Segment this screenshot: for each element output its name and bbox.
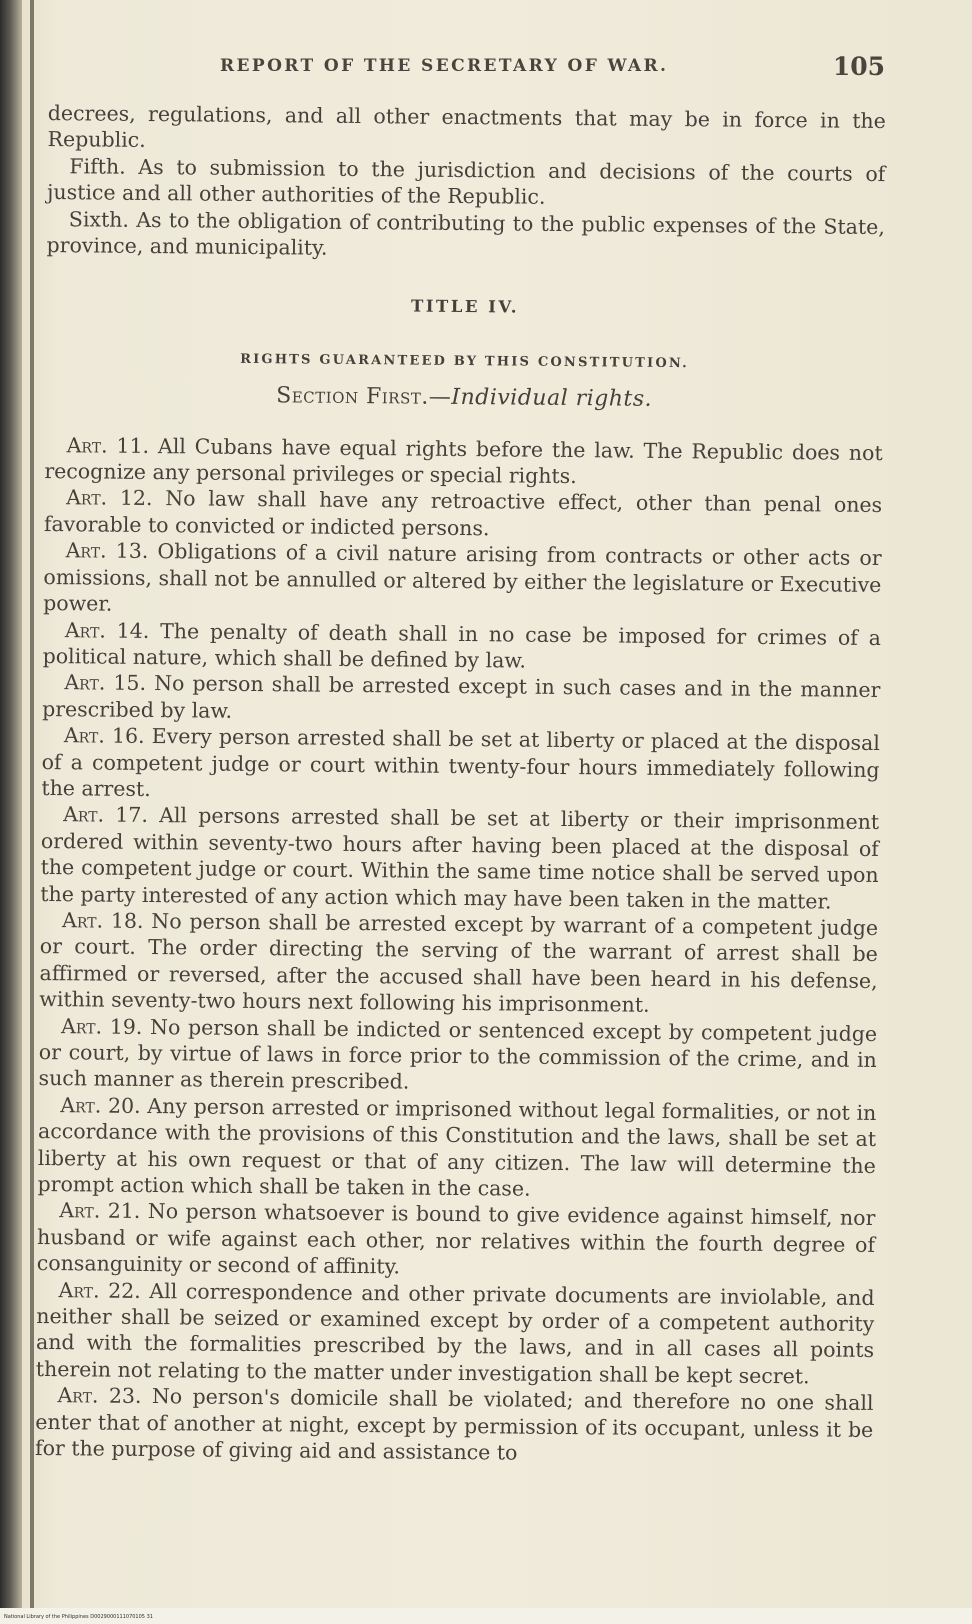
- article-text: No person whatsoever is bound to give evidence against himself, nor husband or wife against each other, nor relatives within the fourth degree of consanguinity or second of affinity.: [36, 1199, 876, 1279]
- article-text: Every person arrested shall be set at liberty or placed at the disposal of a competent judge or court within twenty-four hours immediately following the arrest.: [41, 724, 880, 801]
- article-label: Art. 12.: [66, 485, 153, 511]
- paragraph-sixth: Sixth. As to the obligation of contributing to the public expenses of the State, province, and municipality.: [46, 206, 885, 260]
- article-label: Art. 18.: [62, 908, 144, 933]
- article-21: [37, 1197, 876, 1284]
- body-text: [35, 100, 886, 1469]
- article-19: [38, 1013, 877, 1100]
- article-label: Art. 13.: [65, 538, 149, 564]
- article-23: [35, 1382, 874, 1469]
- article-text: All persons arrested shall be set at liberty or their imprisonment ordered within seventy-two hours after having been placed at the disposal of the competent judge or court. Within the same time notice shall be served upon the party interested of any action which may have been taken in the matter.: [40, 803, 880, 914]
- title-heading: TITLE IV.: [410, 296, 520, 317]
- article-text: No law shall have any retroactive effect, other than penal ones favorable to convicted or indicted persons.: [43, 486, 883, 541]
- article-text: All Cubans have equal rights before the law. The Republic does not recognize any personal privileges or special rights.: [44, 433, 883, 489]
- section-label: Section First.—: [276, 383, 452, 411]
- running-head: REPORT OF THE SECRETARY OF WAR.: [220, 56, 669, 76]
- article-11: [44, 432, 882, 493]
- article-17: [40, 801, 879, 915]
- article-text: Any person arrested or imprisoned without legal formalities, or not in accordance with the provisions of this Constitution and the laws, shall be set at liberty at his own request or that of any citizen. The law will determine the prompt action which shall be taken in the case.: [37, 1093, 877, 1201]
- page-header: [220, 52, 885, 82]
- article-label: Art. 19.: [60, 1013, 143, 1039]
- article-13: [43, 537, 882, 624]
- article-label: Art. 23.: [57, 1383, 142, 1409]
- article-label: Art. 15.: [64, 670, 147, 696]
- article-18: [39, 907, 878, 1021]
- section-subtitle: Individual rights.: [451, 385, 653, 413]
- article-20: [37, 1092, 876, 1206]
- rights-heading: RIGHTS GUARANTEED BY THIS CONSTITUTION.: [240, 351, 689, 372]
- article-label: Art. 16.: [63, 723, 145, 749]
- article-label: Art. 11.: [66, 432, 150, 458]
- article-12: [44, 484, 882, 545]
- article-text: No person shall be indicted or sentenced except by competent judge or court, by virtue of laws in force prior to the commission of the crime, and in such manner as therein prescribed.: [38, 1014, 878, 1094]
- archive-footer-note: National Library of the Philippines D0029000111070105 31: [4, 1614, 153, 1620]
- book-binding-edge: [0, 0, 22, 1624]
- article-text: All correspondence and other private documents are inviolable, and neither shall be seized or examined except by order of a competent authority and with the formalities prescribed by the laws, and in all cases all points therein not relating to the matter under investigation shall be kept secret.: [35, 1278, 875, 1389]
- article-label: Art. 21.: [59, 1198, 141, 1224]
- article-text: No person shall be arrested except by warrant of a competent judge or court. The order directing the serving of the warrant of arrest shall be affirmed or reversed, after the accused shall have been heard in his defense, within seventy-two hours next following his imprisonment.: [39, 908, 879, 1018]
- article-22: [36, 1277, 875, 1391]
- article-15: [42, 669, 880, 730]
- paragraph-fifth: Fifth. As to submission to the jurisdiction and decisions of the courts of justice and all other authorities of the Republic.: [46, 154, 886, 209]
- article-16: [41, 722, 880, 809]
- paragraph-decrees: decrees, regulations, and all other enactments that may be in force in the Republic.: [47, 100, 886, 153]
- article-text: The penalty of death shall in no case be imposed for crimes of a political nature, which shall be defined by law.: [42, 618, 881, 673]
- section-heading: [45, 381, 883, 415]
- article-label: Art. 17.: [63, 802, 149, 828]
- article-14: [43, 616, 881, 677]
- article-text: Obligations of a civil nature arising from contracts or other acts or omissions, shall not be annulled or altered by either the legislature or Executive power.: [43, 539, 882, 616]
- page-number: 105: [832, 52, 885, 81]
- page-gutter-line: [30, 0, 34, 1624]
- article-text: No person's domicile shall be violated; and therefore no one shall enter that of another at night, except by permission of its occupant, unless it be for the purpose of giving aid and assistance to: [34, 1384, 874, 1465]
- article-text: No person shall be arrested except in such cases and in the manner prescribed by law.: [42, 671, 881, 723]
- article-label: Art. 14.: [64, 617, 150, 643]
- article-label: Art. 20.: [60, 1092, 141, 1118]
- article-label: Art. 22.: [58, 1277, 141, 1303]
